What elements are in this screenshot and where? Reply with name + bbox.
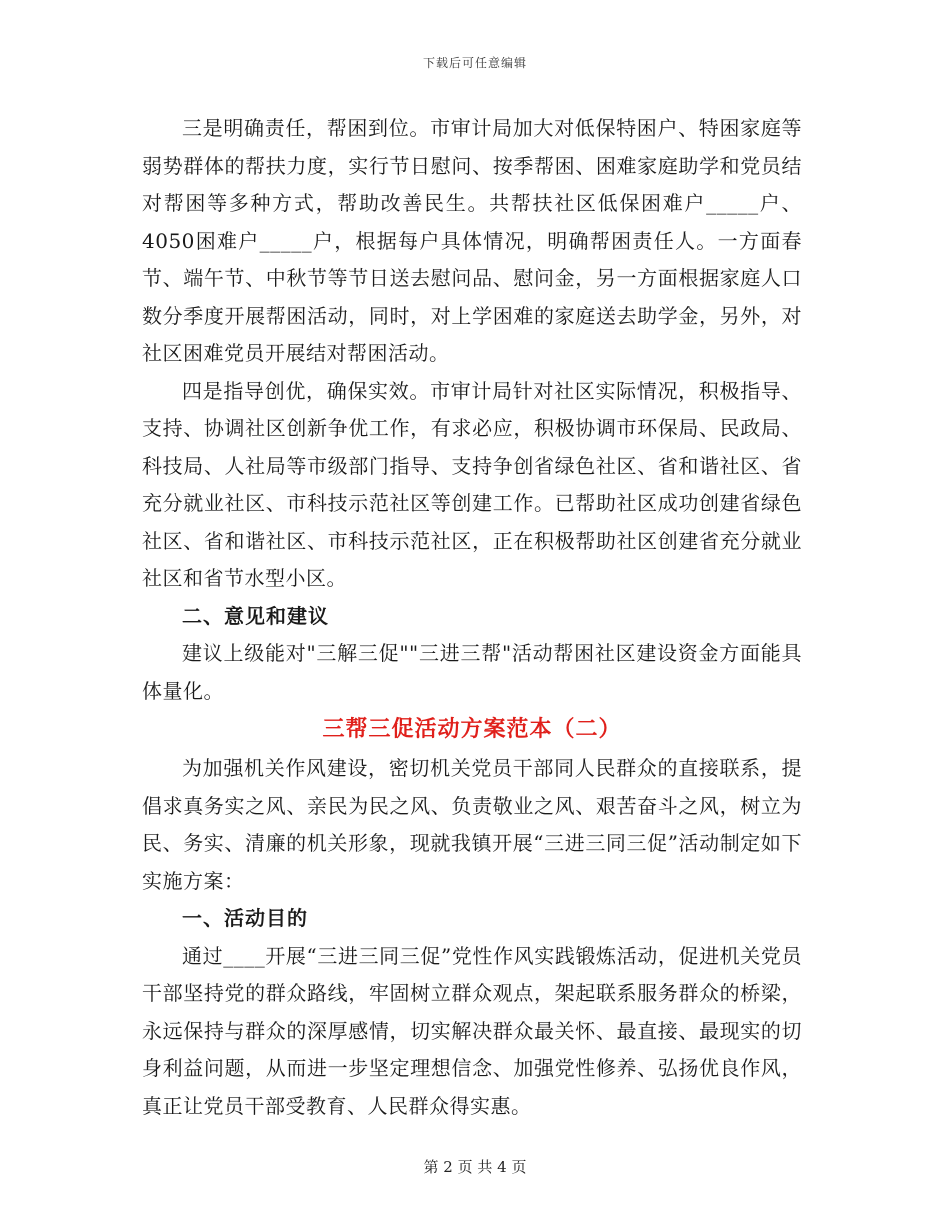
- paragraph-activity-goal: 通过____开展“三进三同三促”党性作风实践锻炼活动，促进机关党员干部坚持党的群众路线，牢固树立群众观点，架起联系服务群众的桥梁，永远保持与群众的深厚感情，切实解决群众最关怀、最直接、最现实的切身利益问题，从而进一步坚定理想信念、加强党性修养、弘扬优良作风，真正让党员干部受教育、人民群众得实惠。: [142, 943, 802, 1118]
- paragraph-intro: 为加强机关作风建设，密切机关党员干部同人民群众的直接联系，提倡求真务实之风、亲民为民之风、负责敬业之风、艰苦奋斗之风，树立为民、务实、清廉的机关形象，现就我镇开展“三进三同三促”活动制定如下实施方案：: [142, 756, 802, 893]
- document-body: [142, 110, 802, 1125]
- page-number: 第 2 页 共 4 页: [423, 1158, 527, 1176]
- header-note: 下载后可任意编辑: [422, 56, 527, 70]
- heading-activity-goal: 一、活动目的: [182, 906, 308, 930]
- paragraph-responsibility: 三是明确责任，帮困到位。市审计局加大对低保特困户、特困家庭等弱势群体的帮扶力度，实行节日慰问、按季帮困、困难家庭助学和党员结对帮困等多种方式，帮助改善民生。共帮扶社区低保困难户_____户、4050困难户_____户，根据每户具体情况，明确帮困责任人。一方面春节、端午节、中秋节等节日送去慰问品、慰问金，另一方面根据家庭人口数分季度开展帮困活动，同时，对上学困难的家庭送去助学金，另外，对社区困难党员开展结对帮困活动。: [142, 116, 802, 365]
- section-title: 三帮三促活动方案范本（二）: [322, 717, 622, 742]
- heading-suggestions: 二、意见和建议: [182, 603, 329, 628]
- paragraph-suggestion: 建议上级能对"三解三促""三进三帮"活动帮困社区建设资金方面能具体量化。: [142, 641, 802, 703]
- paragraph-guidance: 四是指导创优，确保实效。市审计局针对社区实际情况，积极指导、支持、协调社区创新争优工作，有求必应，积极协调市环保局、民政局、科技局、人社局等市级部门指导、支持争创省绿色社区、省和谐社区、省充分就业社区、市科技示范社区等创建工作。已帮助社区成功创建省绿色社区、省和谐社区、市科技示范社区，正在积极帮助社区创建省充分就业社区和省节水型小区。: [142, 378, 802, 590]
